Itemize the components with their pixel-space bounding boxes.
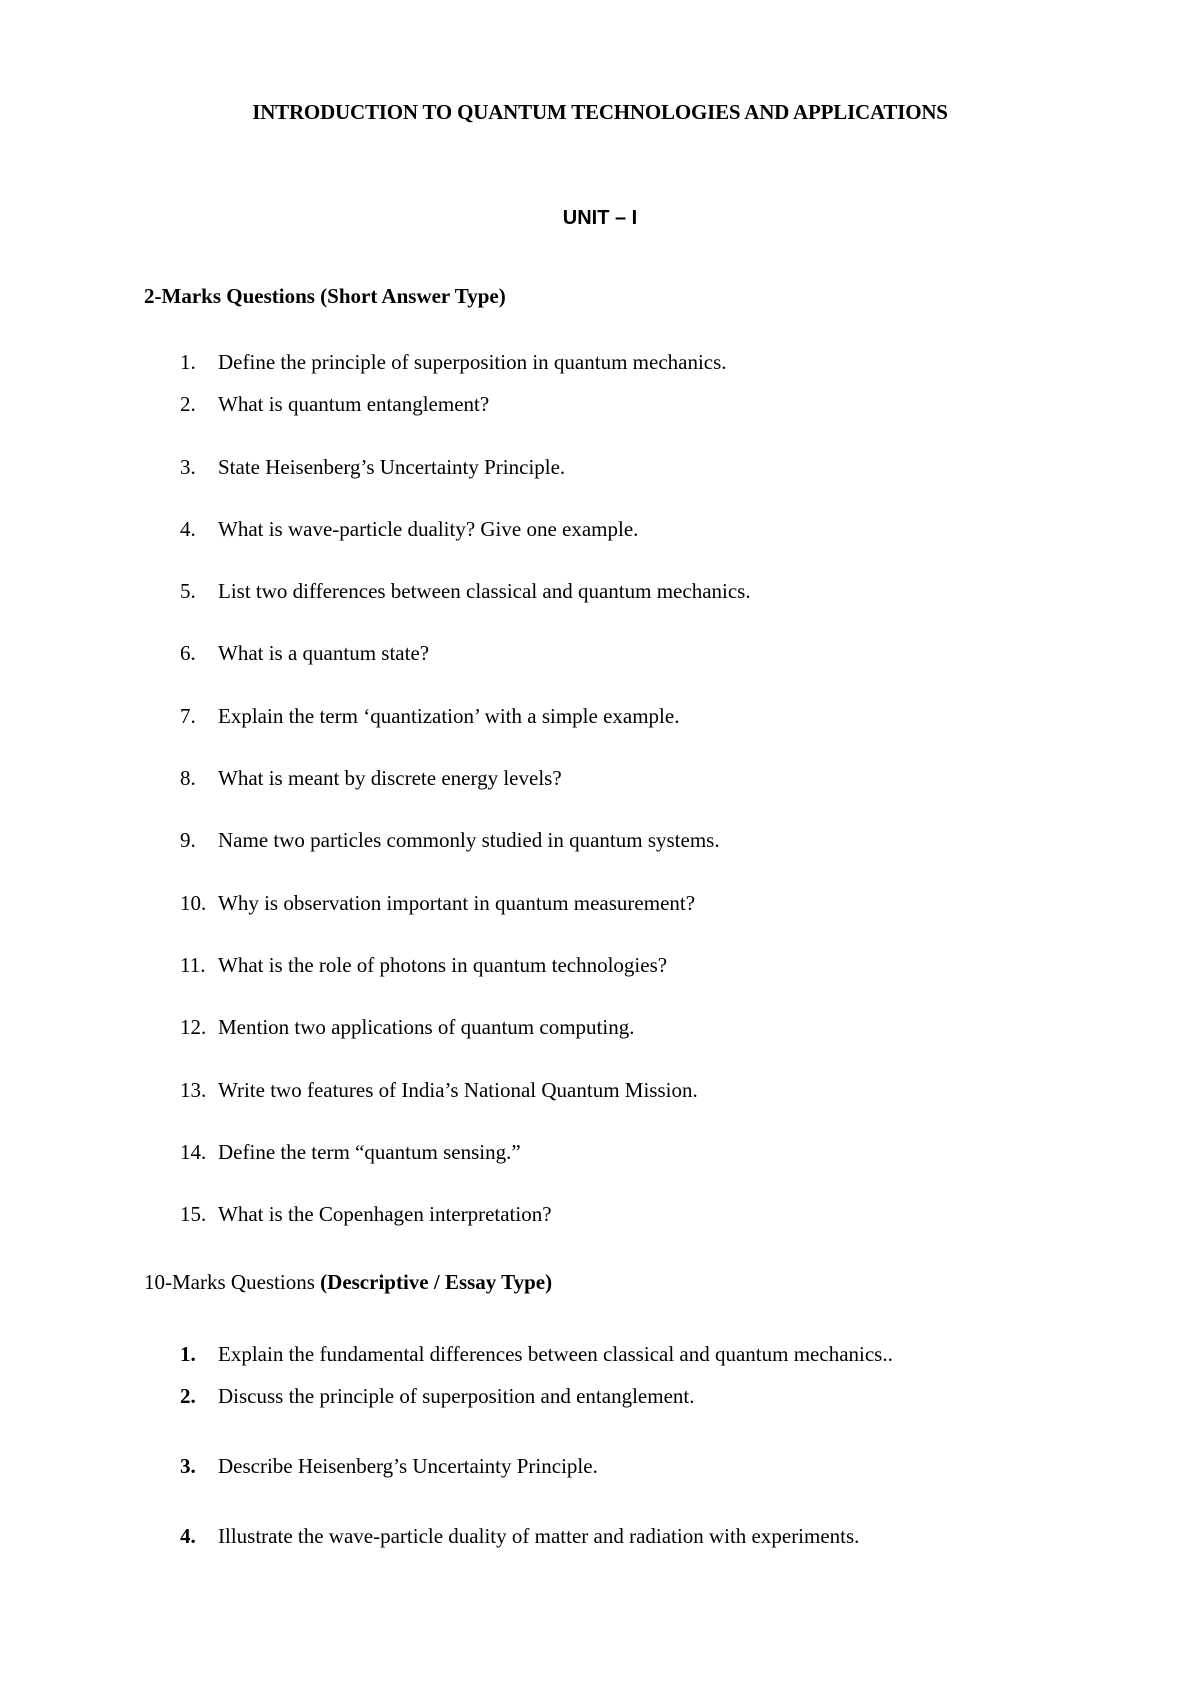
short-question-11: 11. What is the role of photons in quantum technologies? (180, 953, 668, 977)
document-title: INTRODUCTION TO QUANTUM TECHNOLOGIES AND APPLICATIONS (252, 100, 948, 124)
long-question-2: 2. Discuss the principle of superposition and entanglement. (180, 1384, 695, 1408)
short-question-13: 13. Write two features of India’s National Quantum Mission. (180, 1078, 698, 1102)
short-questions-heading: 2-Marks Questions (Short Answer Type) (144, 284, 506, 308)
short-question-10: 10. Why is observation important in quantum measurement? (180, 891, 696, 915)
short-question-2: 2. What is quantum entanglement? (180, 392, 490, 416)
short-question-4: 4. What is wave-particle duality? Give one example. (180, 517, 639, 541)
short-question-6: 6. What is a quantum state? (180, 641, 430, 665)
short-question-8: 8. What is meant by discrete energy levels? (180, 766, 562, 790)
short-question-9: 9. Name two particles commonly studied in quantum systems. (180, 828, 720, 852)
long-question-3: 3. Describe Heisenberg’s Uncertainty Principle. (180, 1454, 598, 1478)
long-question-1: 1. Explain the fundamental differences between classical and quantum mechanics.. (180, 1342, 893, 1366)
long-questions-heading: 10-Marks Questions (Descriptive / Essay Type) (144, 1270, 553, 1294)
long-question-4: 4. Illustrate the wave-particle duality of matter and radiation with experiments. (180, 1524, 860, 1548)
short-question-3: 3. State Heisenberg’s Uncertainty Principle. (180, 455, 566, 479)
short-question-5: 5. List two differences between classical and quantum mechanics. (180, 579, 751, 603)
unit-heading: UNIT – I (562, 207, 638, 229)
short-question-12: 12. Mention two applications of quantum computing. (180, 1015, 635, 1039)
short-question-1: 1. Define the principle of superposition in quantum mechanics. (180, 350, 727, 374)
short-question-14: 14. Define the term “quantum sensing.” (180, 1140, 521, 1164)
short-question-15: 15. What is the Copenhagen interpretation? (180, 1202, 552, 1226)
short-question-7: 7. Explain the term ‘quantization’ with a simple example. (180, 704, 680, 728)
